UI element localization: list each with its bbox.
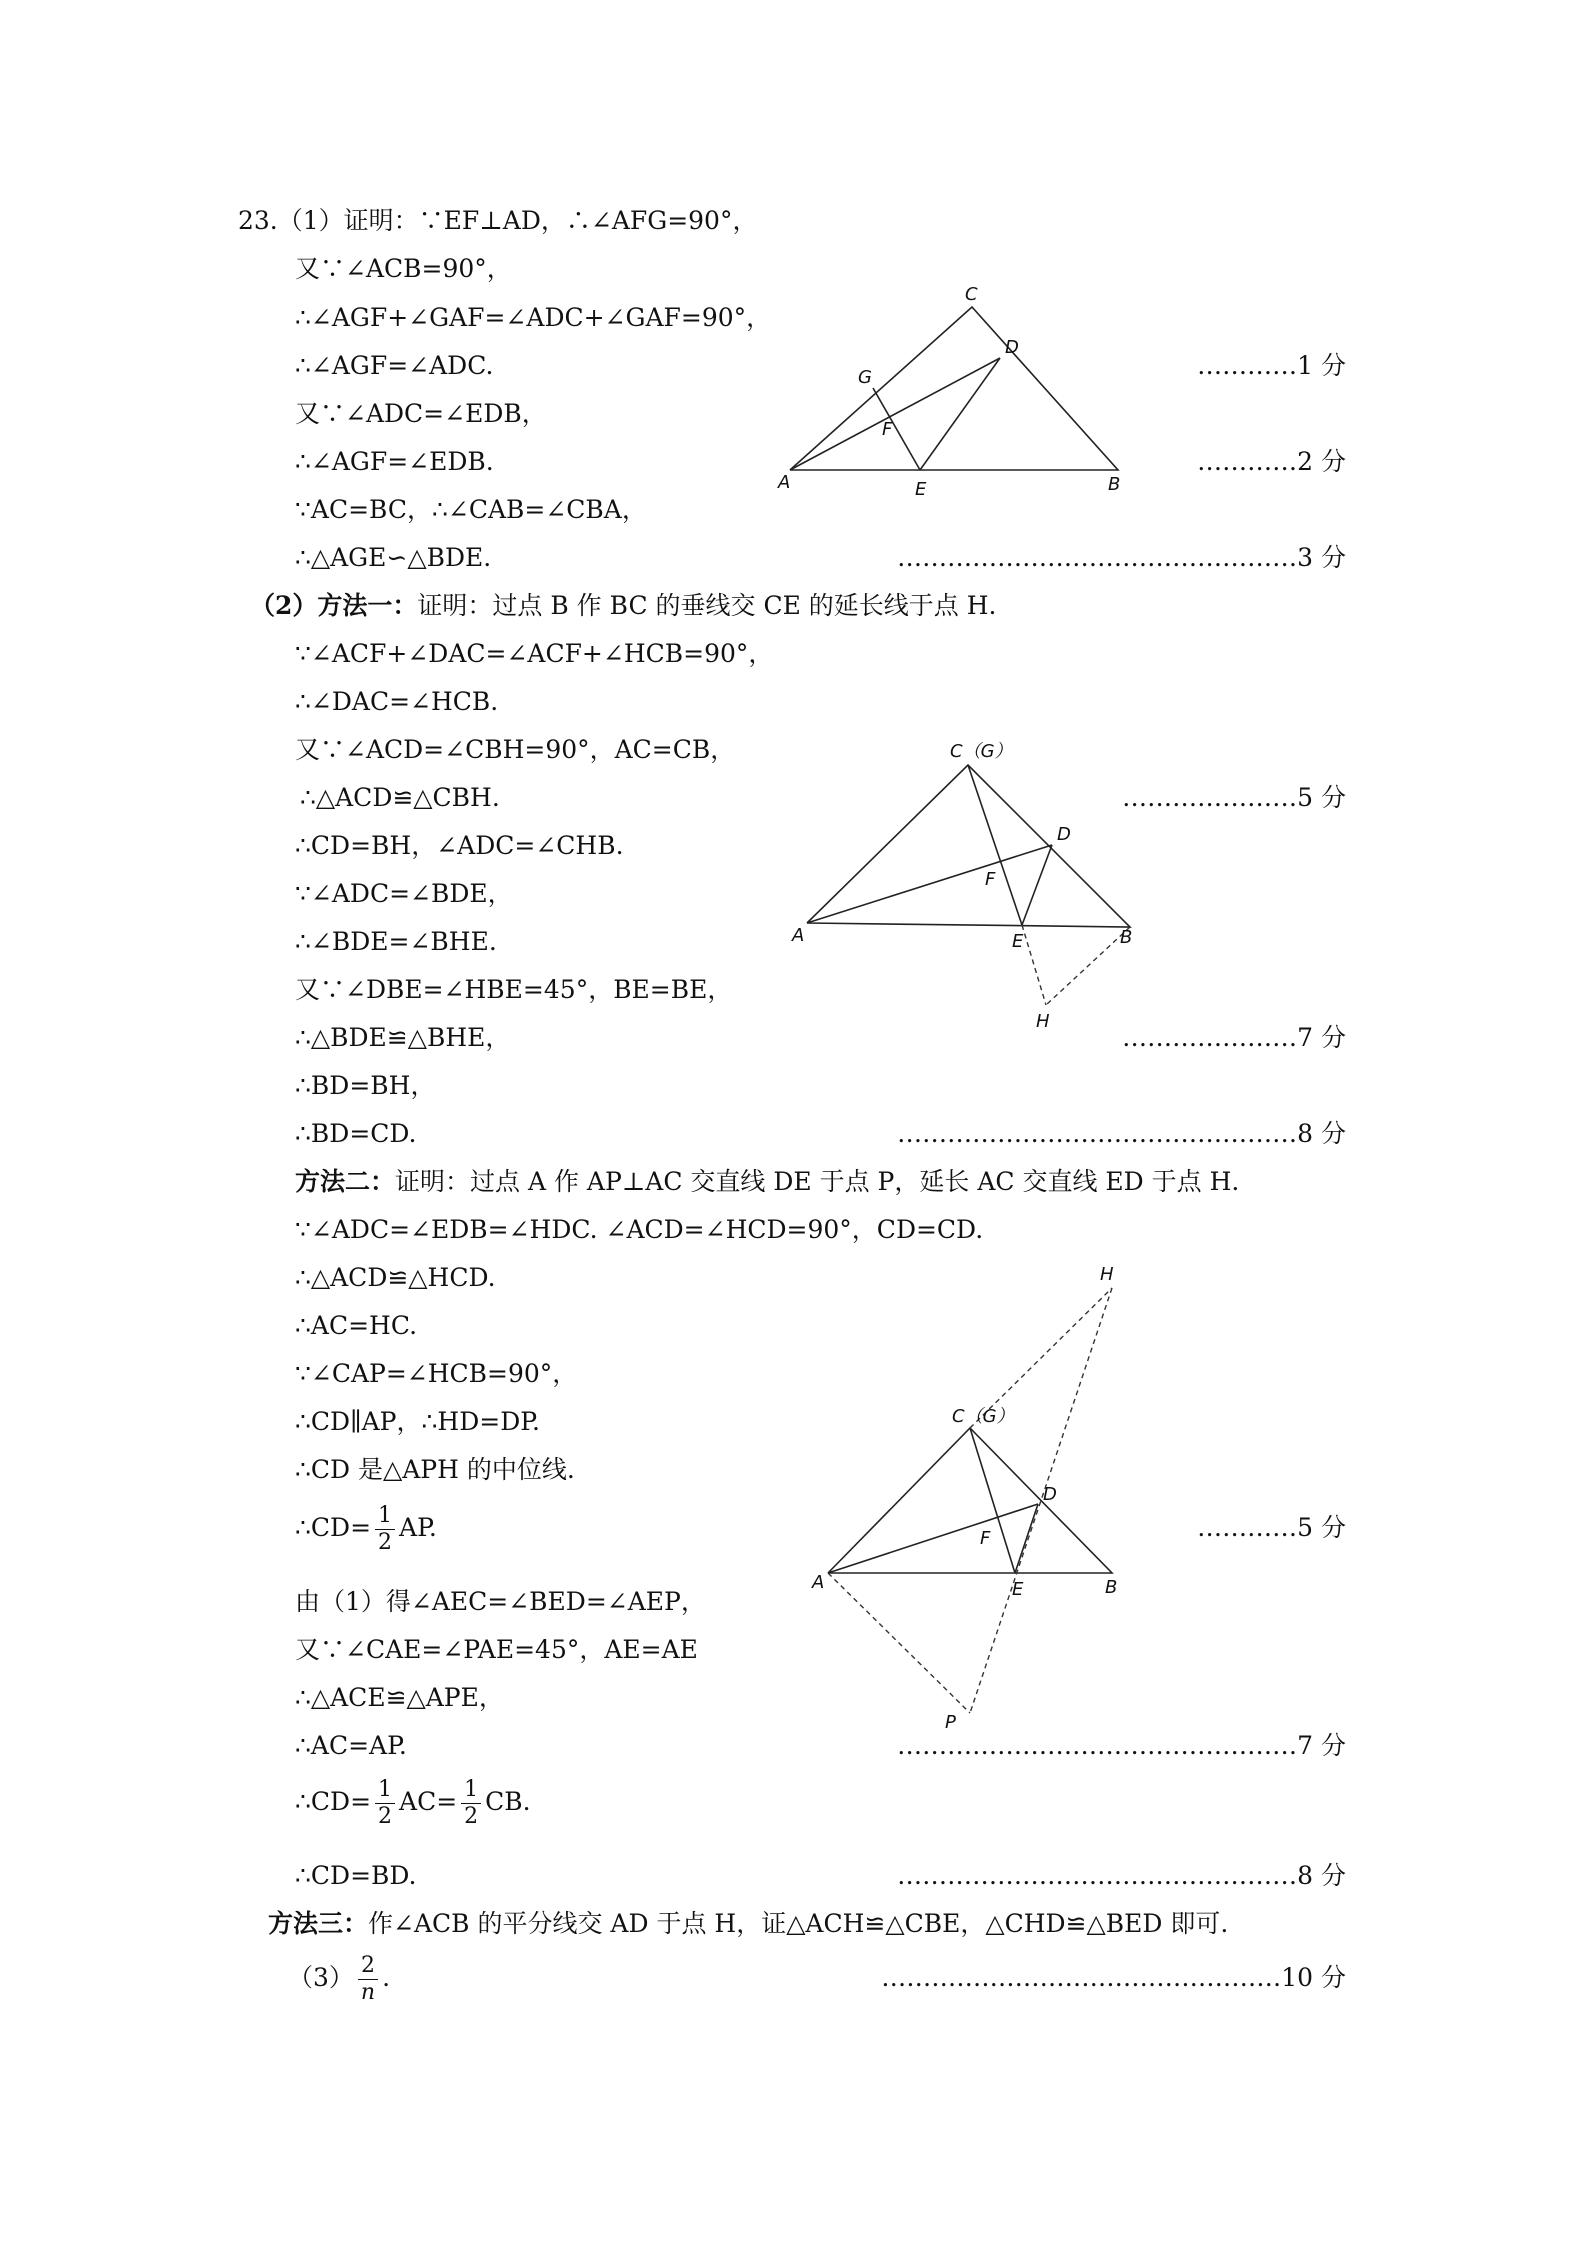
fig3-label-f: F xyxy=(980,1528,991,1549)
part1-line-4: ∴∠AGF=∠ADC. xyxy=(295,351,494,380)
fig2-label-a: A xyxy=(792,925,805,946)
fig3-ad xyxy=(828,1504,1038,1573)
fraction-one-half xyxy=(375,1503,395,1556)
method1-line-8: 又∵∠DBE=∠HBE=45°，BE=BE， xyxy=(295,975,733,1004)
fig2-ce xyxy=(968,765,1022,925)
method3-line xyxy=(268,1908,1228,1940)
method2-half-line xyxy=(295,1498,437,1558)
fig3-ap xyxy=(828,1573,970,1713)
fig3-label-e: E xyxy=(1012,1579,1024,1600)
fig1-label-g: G xyxy=(858,367,872,388)
fig1-label-f: F xyxy=(882,419,893,440)
fig2-label-cg: C（G） xyxy=(950,741,1013,762)
fraction-numerator: 1 xyxy=(375,1503,395,1530)
fig3-label-b: B xyxy=(1105,1577,1118,1598)
figure-2 xyxy=(780,735,1140,1035)
method2-line-7: 由（1）得∠AEC=∠BED=∠AEP， xyxy=(295,1587,706,1616)
method2-half-suffix: AP. xyxy=(399,1513,437,1542)
figure-1 xyxy=(770,284,1121,505)
fig2-label-h: H xyxy=(1036,1011,1050,1032)
method1-line-7: ∴∠BDE=∠BHE. xyxy=(295,927,497,956)
method1-intro: 证明：过点 B 作 BC 的垂线交 CE 的延长线于点 H. xyxy=(417,591,997,620)
method1-heading xyxy=(250,590,997,622)
method1-score-5: …………………5 分 xyxy=(1122,783,1346,812)
fraction-denominator-a: 2 xyxy=(378,1804,393,1829)
part1-line-2: 又∵∠ACB=90°， xyxy=(295,254,512,283)
part3-score: …………………………………………10 分 xyxy=(881,1963,1346,1992)
fraction-two-over-n xyxy=(358,1953,378,2006)
method1-line-10: ∴BD=BH， xyxy=(295,1071,436,1100)
fig1-label-e: E xyxy=(915,479,927,500)
method2-last-line: ∴CD=BD. xyxy=(295,1861,417,1890)
method3-title: 方法三： xyxy=(268,1909,369,1938)
part1-line-7: ∵AC=BC，∴∠CAB=∠CBA， xyxy=(295,495,647,524)
part3-denominator: n xyxy=(360,1980,376,2005)
fig3-ce xyxy=(970,1428,1015,1573)
method1-title: （2）方法一： xyxy=(250,591,418,620)
fig3-label-d: D xyxy=(1043,1484,1057,1505)
fig2-label-e: E xyxy=(1012,931,1024,952)
method2-line-6: ∴CD 是△APH 的中位线. xyxy=(295,1455,575,1484)
fig1-de xyxy=(920,358,1000,470)
fig3-label-a: A xyxy=(812,1572,825,1593)
method2-cd-prefix: ∴CD= xyxy=(295,1787,372,1816)
fig1-triangle xyxy=(790,307,1118,470)
method1-score-8: …………………………………………8 分 xyxy=(897,1119,1346,1148)
fig1-label-b: B xyxy=(1108,474,1121,495)
figure-3 xyxy=(800,1258,1160,1733)
method2-title: 方法二： xyxy=(295,1167,396,1196)
fig2-triangle xyxy=(807,765,1130,927)
part3-suffix: . xyxy=(382,1963,391,1992)
fig2-label-b: B xyxy=(1120,927,1133,948)
part1-line-6: ∴∠AGF=∠EDB. xyxy=(295,447,494,476)
fraction-one-half-a xyxy=(375,1777,395,1830)
part3-label: （3） xyxy=(288,1963,354,1992)
method2-half-prefix: ∴CD= xyxy=(295,1513,372,1542)
fig1-eg xyxy=(873,388,920,470)
method2-score-8: …………………………………………8 分 xyxy=(897,1861,1346,1890)
part1-score-3: …………………………………………3 分 xyxy=(897,543,1346,572)
method1-line-9: ∴△BDE≌△BHE， xyxy=(295,1023,511,1052)
method2-cd-suffix: CB. xyxy=(485,1787,531,1816)
method2-intro: 证明：过点 A 作 AP⊥AC 交直线 DE 于点 P，延长 AC 交直线 ED 于点 H. xyxy=(395,1167,1240,1196)
fig1-label-a: A xyxy=(778,472,791,493)
fig3-label-p: P xyxy=(945,1712,956,1733)
fig2-bh xyxy=(1046,927,1133,1005)
method2-cd-line xyxy=(295,1772,531,1832)
fig2-eh xyxy=(1022,925,1046,1005)
fig1-label-d: D xyxy=(1005,337,1019,358)
method3-text: 作∠ACB 的平分线交 AD 于点 H，证△ACH≌△CBE，△CHD≌△BED 即可. xyxy=(368,1909,1229,1938)
part1-score-1: …………1 分 xyxy=(1197,351,1346,380)
method2-line-10: ∴AC=AP. xyxy=(295,1731,407,1760)
method2-line-5: ∴CD∥AP，∴HD=DP. xyxy=(295,1407,540,1436)
method1-line-6: ∵∠ADC=∠BDE， xyxy=(295,879,513,908)
method1-line-2: ∴∠DAC=∠HCB. xyxy=(295,687,499,716)
method1-line-4: ∴△ACD≌△CBH. xyxy=(300,783,500,812)
method2-heading xyxy=(295,1166,1239,1198)
part1-line-5: 又∵∠ADC=∠EDB， xyxy=(295,399,547,428)
fig2-ad xyxy=(807,845,1052,923)
fig3-de xyxy=(1015,1504,1038,1573)
method2-line-2: ∴△ACD≌△HCD. xyxy=(295,1263,496,1292)
method1-line-1: ∵∠ACF+∠DAC=∠ACF+∠HCB=90°， xyxy=(295,639,774,668)
fraction-one-half-b xyxy=(461,1777,481,1830)
method2-line-4: ∵∠CAP=∠HCB=90°， xyxy=(295,1359,578,1388)
problem-23-part1-line-1: 23.（1）证明：∵EF⊥AD，∴∠AFG=90°， xyxy=(238,206,758,235)
method2-score-7: …………………………………………7 分 xyxy=(897,1731,1346,1760)
part3-line xyxy=(288,1948,390,2008)
fig1-ad xyxy=(790,358,1000,470)
method2-line-3: ∴AC=HC. xyxy=(295,1311,418,1340)
fraction-denominator: 2 xyxy=(378,1530,393,1555)
fig2-de xyxy=(1022,845,1052,925)
part1-score-2: …………2 分 xyxy=(1197,447,1346,476)
fraction-numerator-a: 1 xyxy=(375,1777,395,1804)
part1-line-8: ∴△AGE∽△BDE. xyxy=(295,543,492,572)
part3-numerator: 2 xyxy=(358,1953,378,1980)
fraction-denominator-b: 2 xyxy=(464,1804,479,1829)
fraction-numerator-b: 1 xyxy=(461,1777,481,1804)
fig2-label-d: D xyxy=(1057,824,1071,845)
fig2-label-f: F xyxy=(985,869,996,890)
fig3-label-cg: C（G） xyxy=(952,1406,1015,1427)
part1-line-3: ∴∠AGF+∠GAF=∠ADC+∠GAF=90°， xyxy=(295,303,772,332)
method1-score-7: …………………7 分 xyxy=(1122,1023,1346,1052)
fig3-label-h: H xyxy=(1100,1264,1114,1285)
method1-line-11: ∴BD=CD. xyxy=(295,1119,417,1148)
method2-cd-mid: AC= xyxy=(399,1787,458,1816)
method2-line-8: 又∵∠CAE=∠PAE=45°，AE=AE xyxy=(295,1635,698,1664)
method2-score-5: …………5 分 xyxy=(1197,1513,1346,1542)
fig3-triangle xyxy=(828,1428,1112,1573)
method1-line-3: 又∵∠ACD=∠CBH=90°，AC=CB， xyxy=(295,735,736,764)
method1-line-5: ∴CD=BH，∠ADC=∠CHB. xyxy=(295,831,624,860)
method2-line-1: ∵∠ADC=∠EDB=∠HDC. ∠ACD=∠HCD=90°，CD=CD. xyxy=(295,1215,984,1244)
fig1-label-c: C xyxy=(965,284,978,305)
method2-line-9: ∴△ACE≌△APE， xyxy=(295,1683,504,1712)
